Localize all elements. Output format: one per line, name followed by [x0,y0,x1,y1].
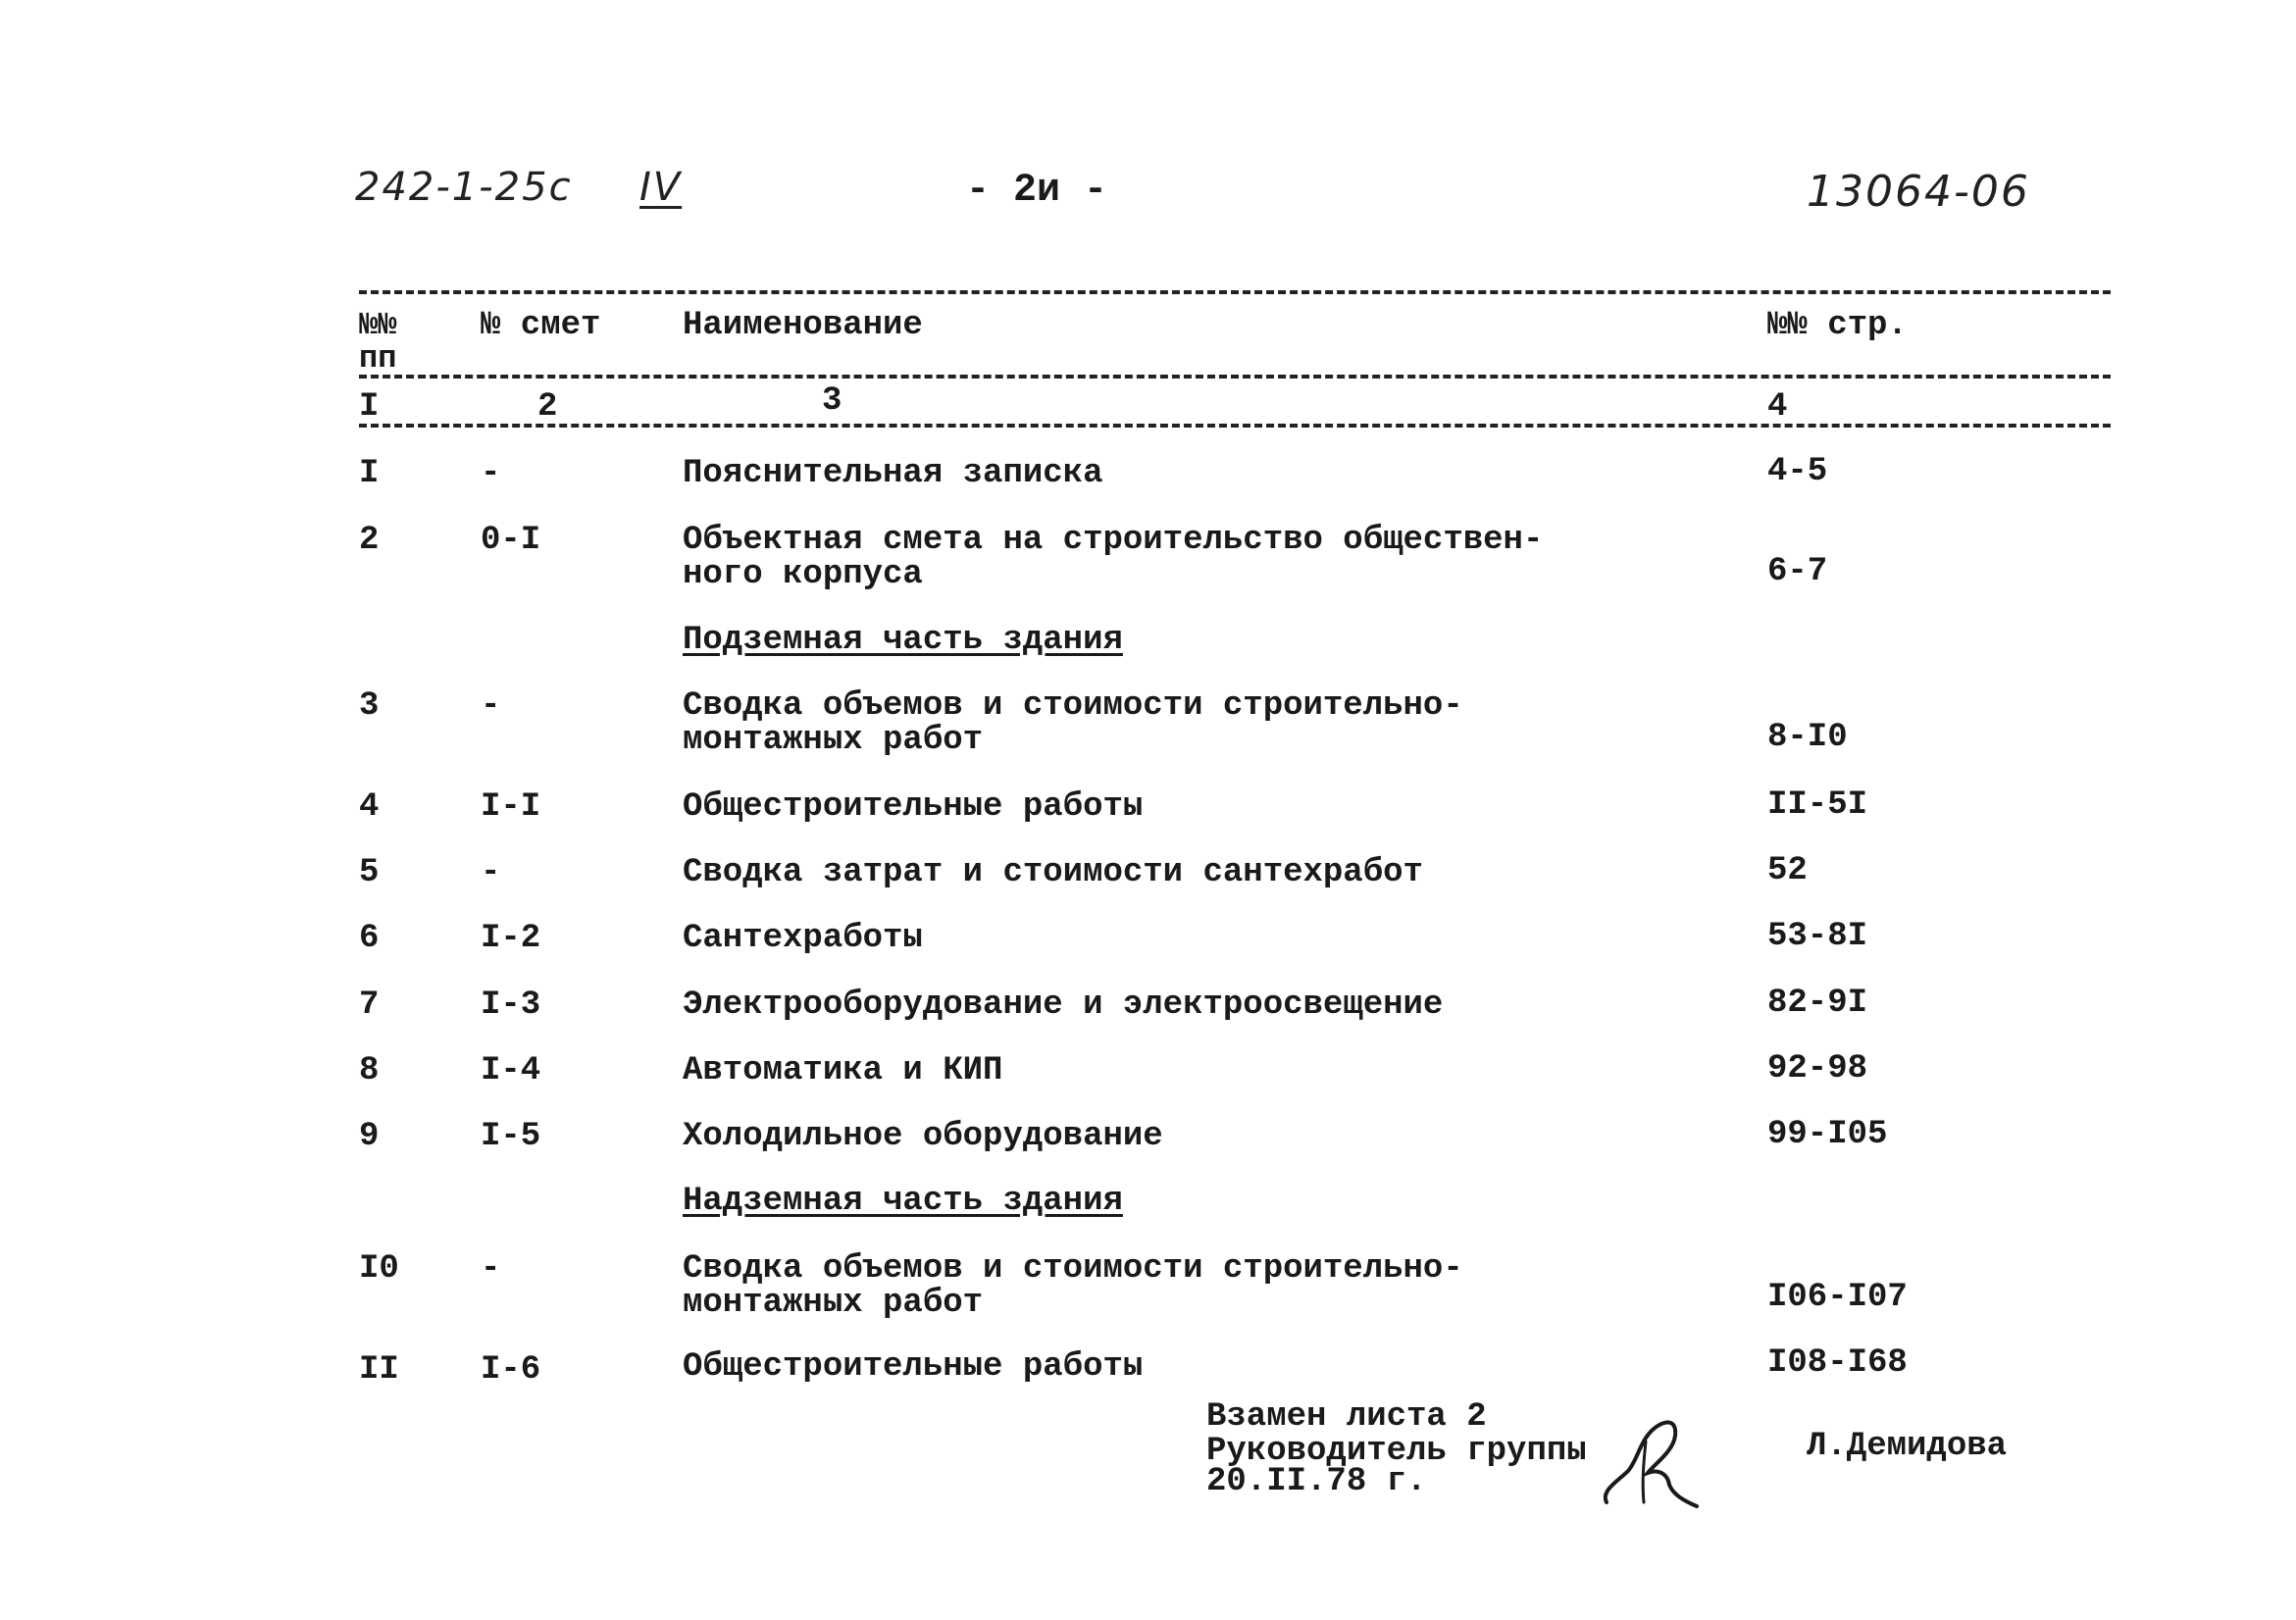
row-estimate: - [481,455,501,492]
roman-numeral-mark: IV [639,165,683,210]
column-number: I [359,388,380,426]
project-number: 13064-06 [1807,167,2030,217]
row-name: Сантехработы [683,920,923,957]
row-num: I [359,455,380,492]
row-pages: 6-7 [1767,553,1828,590]
column-header-estimate: № смет [481,307,601,344]
row-pages: 82-9I [1767,985,1868,1022]
row-name: Общестроительные работы [683,1348,1144,1386]
handwritten-signature [1599,1412,1707,1515]
row-estimate: - [481,687,501,725]
row-name: Холодильное оборудование [683,1118,1163,1155]
row-pages: 8-I0 [1767,719,1848,756]
row-num: 6 [359,920,380,957]
row-num: 9 [359,1118,380,1155]
column-header-pages: №№ стр. [1767,307,1908,344]
row-estimate: - [481,854,501,891]
row-num: 4 [359,788,380,826]
row-num: 8 [359,1052,380,1089]
row-num: 7 [359,987,380,1024]
header-bottom-rule [359,375,2111,379]
row-name: Объектная смета на строительство обществен- ного корпуса [683,522,1544,593]
row-num: 3 [359,687,380,725]
column-header-num: №№ пп [359,307,397,377]
row-name: Общестроительные работы [683,788,1144,826]
column-header-name: Наименование [683,307,923,344]
row-pages: I08-I68 [1767,1344,1908,1382]
row-estimate: I-6 [481,1351,541,1389]
row-pages: 92-98 [1767,1050,1868,1088]
row-pages: 53-8I [1767,918,1868,955]
row-num: I0 [359,1250,399,1288]
row-pages: 52 [1767,852,1808,889]
row-estimate: I-4 [481,1052,541,1089]
column-number: 3 [822,382,842,420]
row-name: Электрооборудование и электроосвещение [683,987,1444,1024]
row-name: Сводка объемов и стоимости строительно- монтажных работ [683,687,1463,759]
row-estimate: 0-I [481,522,541,559]
section-heading: Надземная часть здания [683,1183,1123,1220]
row-pages: 99-I05 [1767,1116,1888,1153]
row-estimate: I-3 [481,987,541,1024]
table-top-rule [359,290,2111,294]
row-estimate: I-2 [481,920,541,957]
column-numbers-rule [359,424,2111,428]
row-pages: II-5I [1767,786,1868,824]
row-pages: I06-I07 [1767,1279,1908,1316]
row-num: II [359,1351,399,1389]
row-name: Пояснительная записка [683,455,1103,492]
replaces-sheet-note: Взамен листа 2 [1206,1398,1487,1436]
row-estimate: - [481,1250,501,1288]
signer-name: Л.Демидова [1807,1428,2008,1465]
section-heading: Подземная часть здания [683,622,1123,659]
row-name: Сводка затрат и стоимости сантехработ [683,854,1423,891]
column-number: 2 [537,388,558,426]
signer-role: Руководитель группы [1206,1433,1587,1470]
row-estimate: I-I [481,788,541,826]
row-num: 2 [359,522,380,559]
row-name: Сводка объемов и стоимости строительно- монтажных работ [683,1250,1463,1322]
column-number: 4 [1767,388,1788,426]
row-estimate: I-5 [481,1118,541,1155]
row-pages: 4-5 [1767,453,1828,490]
signature-date: 20.II.78 г. [1206,1463,1427,1500]
document-code: 242-1-25с [355,165,573,210]
row-num: 5 [359,854,380,891]
page-number: - 2и - [966,169,1108,213]
row-name: Автоматика и КИП [683,1052,1003,1089]
